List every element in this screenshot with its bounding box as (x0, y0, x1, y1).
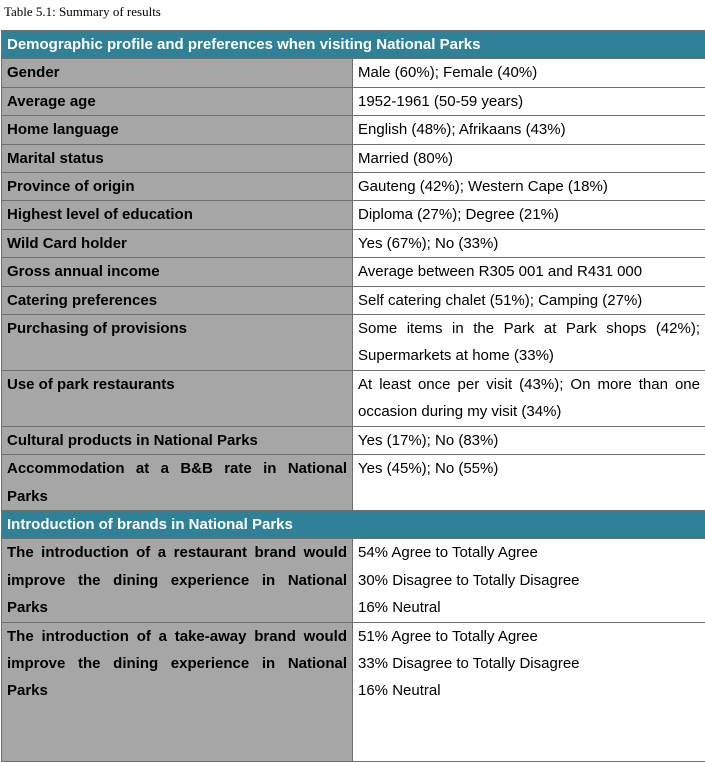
table-row (2, 173, 705, 201)
row-value: Diploma (27%); Degree (21%) (353, 201, 705, 229)
row-label: Gross annual income (2, 258, 353, 286)
row-value (353, 539, 705, 622)
value-line: 51% Agree to Totally Agree (358, 623, 700, 650)
row-value: Self catering chalet (51%); Camping (27%) (353, 286, 705, 314)
table-row (2, 622, 705, 761)
value-line: 54% Agree to Totally Agree (358, 539, 700, 566)
section-header-brands: Introduction of brands in National Parks (2, 510, 705, 538)
table-row (2, 286, 705, 314)
row-value: Yes (45%); No (55%) (353, 455, 705, 511)
row-label: The introduction of a restaurant brand would improve the dining experience in National Parks (2, 539, 353, 622)
row-label: Purchasing of provisions (2, 315, 353, 371)
row-label: Cultural products in National Parks (2, 426, 353, 454)
row-value: Male (60%); Female (40%) (353, 59, 705, 87)
table-row (2, 87, 705, 115)
row-label: Average age (2, 87, 353, 115)
table-row (2, 201, 705, 229)
row-value: Gauteng (42%); Western Cape (18%) (353, 173, 705, 201)
table-row (2, 539, 705, 622)
table-row (2, 258, 705, 286)
section-header-row (2, 510, 705, 538)
row-label: The introduction of a take-away brand would improve the dining experience in National Parks (2, 622, 353, 761)
table-row (2, 116, 705, 144)
row-value: Average between R305 001 and R431 000 (353, 258, 705, 286)
summary-table (1, 30, 705, 762)
row-label: Home language (2, 116, 353, 144)
row-label: Use of park restaurants (2, 370, 353, 426)
row-label: Highest level of education (2, 201, 353, 229)
row-label: Catering preferences (2, 286, 353, 314)
row-label: Province of origin (2, 173, 353, 201)
table-row (2, 144, 705, 172)
row-label: Marital status (2, 144, 353, 172)
row-value: Yes (17%); No (83%) (353, 426, 705, 454)
row-label: Gender (2, 59, 353, 87)
table-row (2, 370, 705, 426)
table-row (2, 455, 705, 511)
table-row (2, 229, 705, 257)
row-value: Yes (67%); No (33%) (353, 229, 705, 257)
row-value: At least once per visit (43%); On more than one occasion during my visit (34%) (353, 370, 705, 426)
value-line: 33% Disagree to Totally Disagree (358, 650, 700, 677)
table-row (2, 315, 705, 371)
section-header-row (2, 31, 705, 59)
value-line: 16% Neutral (358, 677, 700, 704)
row-value: 1952-1961 (50-59 years) (353, 87, 705, 115)
value-line: 16% Neutral (358, 594, 700, 621)
row-value: Some items in the Park at Park shops (42%); Supermarkets at home (33%) (353, 315, 705, 371)
value-line: 30% Disagree to Totally Disagree (358, 567, 700, 594)
section-header-demographics: Demographic profile and preferences when visiting National Parks (2, 31, 705, 59)
row-label: Wild Card holder (2, 229, 353, 257)
row-label: Accommodation at a B&B rate in National Parks (2, 455, 353, 511)
row-value: Married (80%) (353, 144, 705, 172)
row-value: English (48%); Afrikaans (43%) (353, 116, 705, 144)
table-row (2, 426, 705, 454)
table-row (2, 59, 705, 87)
table-caption: Table 5.1: Summary of results (4, 4, 161, 20)
row-value (353, 622, 705, 761)
